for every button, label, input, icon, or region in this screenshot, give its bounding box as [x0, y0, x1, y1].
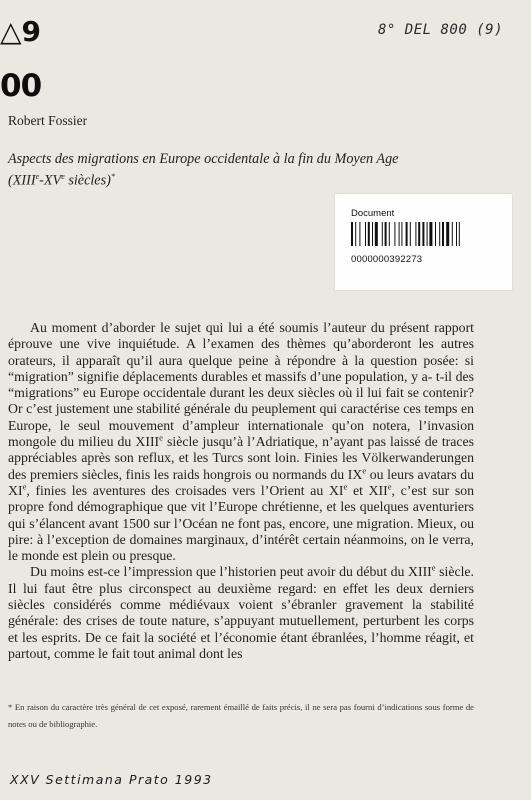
barcode-bar [351, 222, 353, 246]
superscript: e [22, 481, 27, 492]
barcode-sticker [335, 194, 512, 290]
barcode-bar [442, 222, 444, 246]
barcode-bar [406, 222, 408, 246]
barcode-bar [399, 222, 400, 246]
text-run: , c’est sur son propre fond démographique que vit l’Europe chrétienne, et les quelques aventuriers qui s’élancent avant 1500 sur l’Océan ne font pas, encore, une migration. Mieux, ou pire: à l’exception de domaines marginaux, d’intérêt certain néanmoins, on le verra, le monde est plein ou presque. [8, 482, 474, 564]
barcode-bar [394, 222, 395, 246]
article-title [8, 150, 478, 190]
handwritten-note: XXV Settimana Prato 1993 [10, 772, 213, 787]
barcode-bar [382, 222, 383, 246]
barcode-bar [355, 222, 356, 246]
barcode-number: 0000000392273 [351, 254, 423, 265]
barcode-bar [385, 222, 387, 246]
superscript: e [159, 432, 163, 443]
text-run: , finies les aventures des croisades vers l’Orient au XI [26, 482, 344, 498]
title-line-2 [8, 168, 478, 190]
barcode-bar [456, 222, 457, 246]
body-text [8, 320, 474, 662]
superscript: e [362, 465, 367, 476]
barcode-label-text: Document [351, 208, 395, 219]
text-run: siècle. Il lui faut être plus circonspect au deuxième regard: en effet les deux derniers siècles considérés comme médiévaux voient s’ébranler gravement la stabilité générale: des crises de toute nature, s’appuyant mutuellement, perturbent les corps et les esprits. De ce fait la société et l’économie étant ébranlées, l’homme réagit, et partout, comme le fait tout animal dont les [8, 564, 474, 661]
title-century-mid: -XV [39, 172, 62, 189]
footnote-marker: * [110, 172, 115, 181]
text-run: siècle jusqu’à l’Adriatique, n’ayant pas laissé de traces appréciables après son reflux, et les Turcs sont loin. Finies les Völkerwanderungen des premiers siècles, finis les raids hongrois ou normands du IX [8, 434, 474, 482]
author-name: Robert Fossier [8, 113, 88, 128]
text-run: Du moins est-ce l’impression que l’historien peut avoir du début du XIII [30, 564, 432, 580]
barcode-bar [418, 222, 420, 246]
barcode-bar [401, 222, 402, 246]
barcode-bar [429, 222, 432, 246]
barcode-bar [439, 222, 440, 246]
barcode-bar [452, 222, 453, 246]
page-number: 00 [0, 68, 42, 104]
barcode-bar [389, 222, 390, 246]
title-line-1: Aspects des migrations en Europe occidentale à la fin du Moyen Age [8, 151, 399, 167]
barcode-bar [422, 222, 424, 246]
text-run: Au moment d’aborder le sujet qui lui a été soumis l’auteur du présent rapport éprouve une vive inquiétude. A l’examen des thèmes qu’aborderont les autres orateurs, il apparaît qu’il aura quelque peine à répondre à la question posée: si “migration” signifie déplacements durables et massifs d’une population, y a- t-il des “migrations” eu Europe occidentale durant les deux siècles où il lui fait se contenir? Or c’est justement une stabilité générale du peuplement qui caractérise ces temps en Europe, le seul mouvement d’ampleur internationale qu’on notera, l’invasion mongole du milieu du XIII [8, 320, 474, 450]
superscript: e [387, 481, 392, 492]
barcode-bar [427, 222, 428, 246]
barcode-bar [365, 222, 366, 246]
barcode-bar [446, 222, 449, 246]
barcode-bar [375, 222, 378, 246]
title-century-end: siècles) [64, 172, 111, 189]
barcode-bar [368, 222, 370, 246]
title-century-start: (XIII [8, 172, 36, 189]
handwritten-shelf-mark: 8° DEL 800 (9) [378, 22, 504, 38]
title-sup-1: e [35, 172, 40, 181]
page-marker: △9 [0, 15, 42, 48]
text-run: ou leurs avatars du XI [8, 466, 474, 498]
barcode-bar [359, 222, 360, 246]
superscript: e [431, 562, 436, 573]
barcode-icon [351, 222, 501, 246]
barcode-bar [410, 222, 411, 246]
superscript: e [343, 481, 348, 492]
text-run: et XII [347, 482, 388, 498]
paragraph-2 [8, 564, 474, 662]
barcode-bar [459, 222, 460, 246]
paragraph-1 [8, 320, 474, 564]
barcode-bar [415, 222, 416, 246]
barcode-bar [435, 222, 436, 246]
barcode-bar [372, 222, 373, 246]
title-sup-2: e [61, 172, 65, 181]
footnote: * En raison du caractère très général de cet exposé, rarement émaillé de faits précis, il ne sera pas fourni d’indications sous forme de notes ou de bibliographie. [8, 702, 474, 729]
